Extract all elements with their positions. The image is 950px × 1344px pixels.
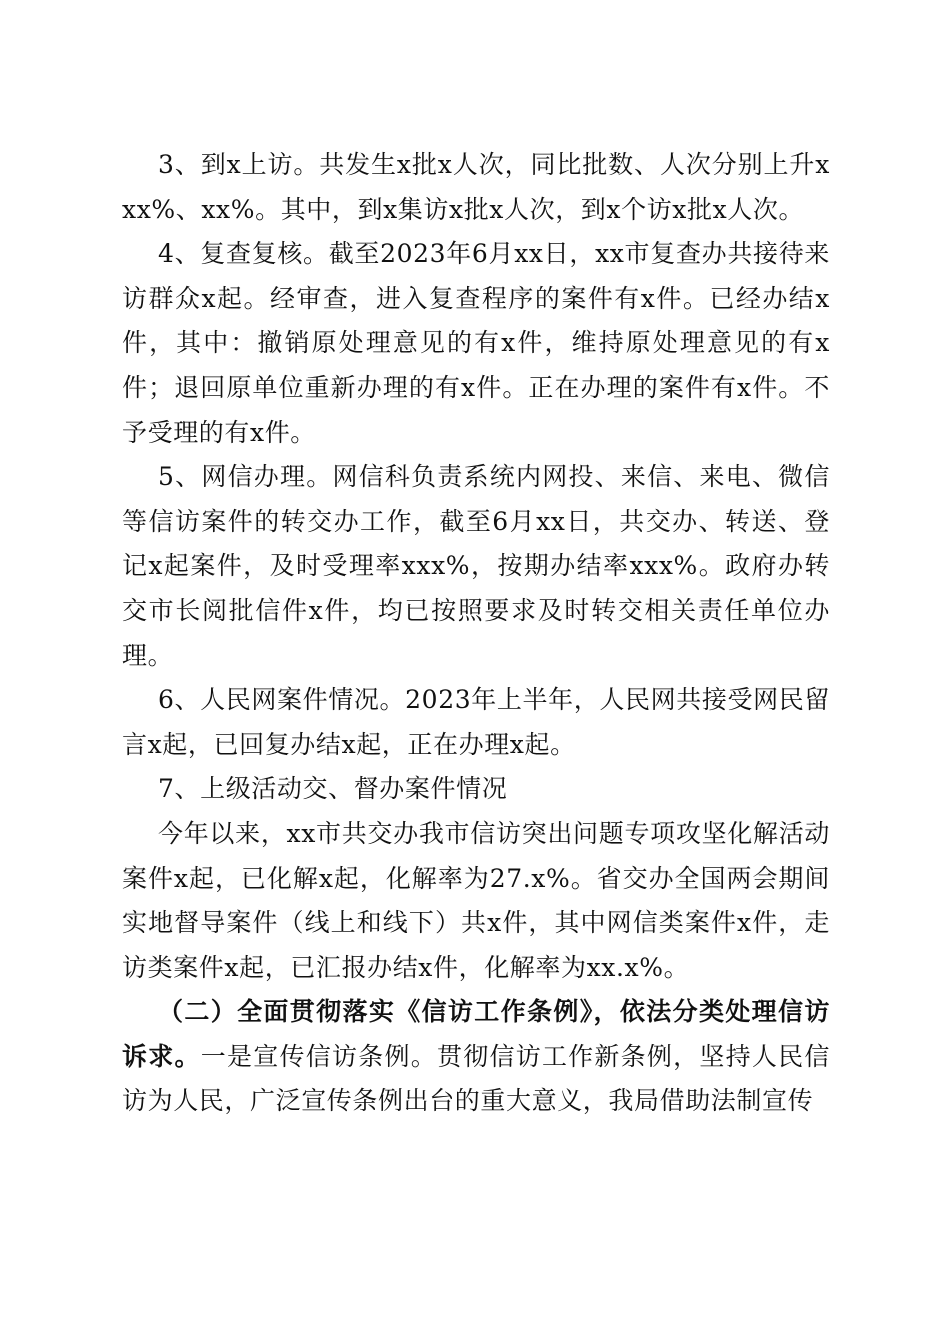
paragraph-petition-visits: 3、到x上访。共发生x批x人次，同比批数、人次分别上升xxx%、xx%。其中，到x集访x批x人次，到x个访x批x人次。 [122, 150, 830, 224]
paragraph-superior-cases-heading: 7、上级活动交、督办案件情况 [158, 774, 508, 804]
section-two-heading: （二）全面贯彻落实《信访工作条例》，依法分类处理信访诉求。 [122, 997, 830, 1071]
document-body [122, 143, 830, 1124]
paragraph-online-handling: 5、网信办理。网信科负责系统内网投、来信、来电、微信等信访案件的转交办工作，截至6月xx日，共交办、转送、登记x起案件，及时受理率xxx%，按期办结率xxx%。政府办转交市长阅批信件x件，均已按照要求及时转交相关责任单位办理。 [122, 462, 830, 670]
section-two-body: 一是宣传信访条例。贯彻信访工作新条例，坚持人民信访为人民，广泛宣传条例出台的重大意义，我局借助法制宣传 [122, 1041, 830, 1116]
paragraph-section-two [122, 990, 830, 1124]
paragraph-peoples-net-cases: 6、人民网案件情况。2023年上半年，人民网共接受网民留言x起，已回复办结x起，正在办理x起。 [122, 685, 830, 759]
paragraph-superior-cases-detail: 今年以来，xx市共交办我市信访突出问题专项攻坚化解活动案件x起，已化解x起，化解率为27.x%。省交办全国两会期间实地督导案件（线上和线下）共x件，其中网信类案件x件，走访类案件x起，已汇报办结x件，化解率为xx.x%。 [122, 818, 830, 982]
paragraph-review-recheck: 4、复查复核。截至2023年6月xx日，xx市复查办共接待来访群众x起。经审查，进入复查程序的案件有x件。已经办结x件，其中：撤销原处理意见的有x件，维持原处理意见的有x件；退回原单位重新办理的有x件。正在办理的案件有x件。不予受理的有x件。 [122, 239, 830, 447]
